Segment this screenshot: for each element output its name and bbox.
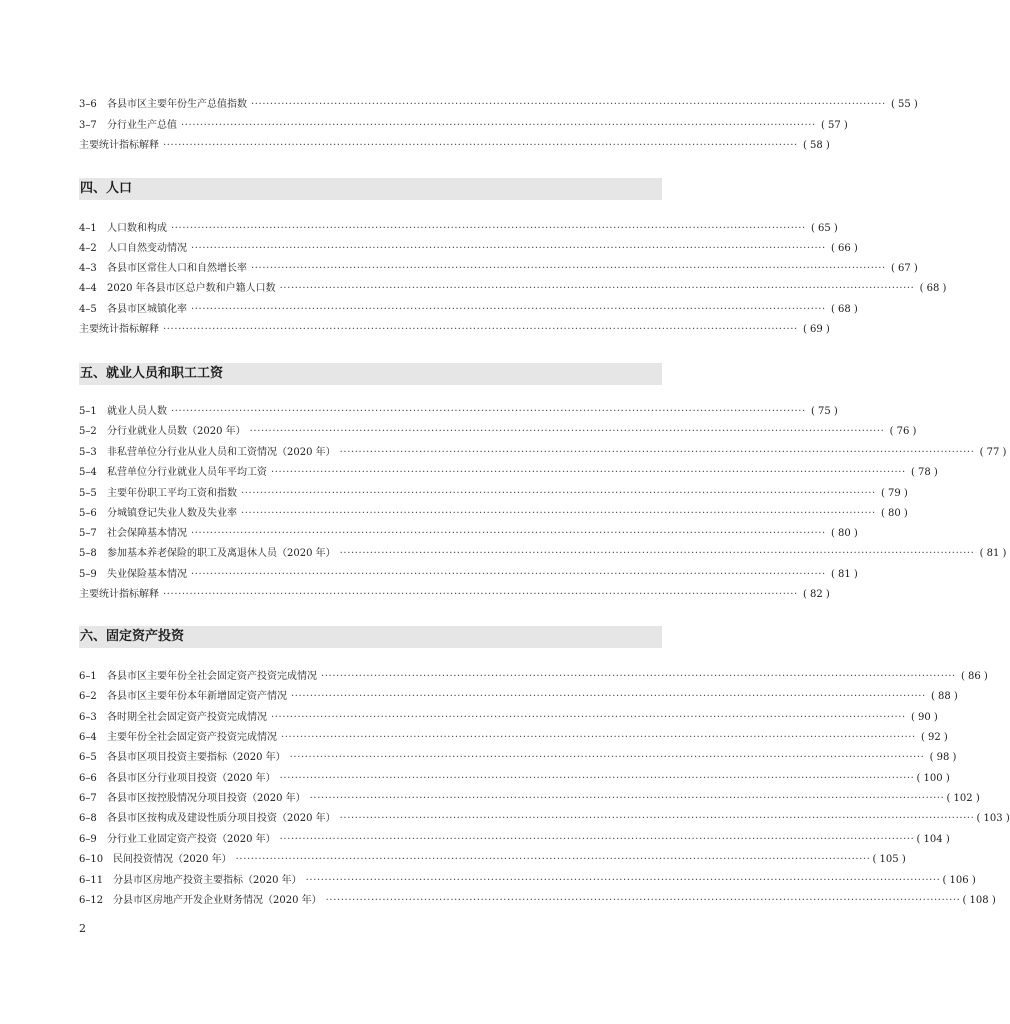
entry-title: 2020 年各县市区总户数和户籍人口数 <box>107 283 276 294</box>
leader-dots: ········································································································································································ <box>171 223 806 234</box>
toc-entry[interactable] <box>79 97 918 113</box>
entry-title: 各县市区主要年份生产总值指数 <box>107 99 247 110</box>
entry-title: 民间投资情况（2020 年） <box>113 854 232 865</box>
entry-page: ( 66 ) <box>830 243 858 254</box>
leader-dots: ········································································································································································ <box>279 773 915 784</box>
entry-number: 5–1 <box>79 406 97 417</box>
toc-entry[interactable] <box>79 404 838 420</box>
toc-entry[interactable] <box>79 852 906 868</box>
entry-title: 主要统计指标解释 <box>79 589 159 600</box>
toc-entry[interactable] <box>79 811 1010 827</box>
entry-page: ( 82 ) <box>802 589 830 600</box>
entry-number: 6–6 <box>79 773 97 784</box>
entry-number: 5–9 <box>79 569 97 580</box>
entry-title: 分县市区房地产投资主要指标（2020 年） <box>113 875 302 886</box>
entry-page: ( 67 ) <box>890 263 918 274</box>
entry-page: ( 80 ) <box>830 528 858 539</box>
leader-dots: ········································································································································································ <box>251 263 886 274</box>
leader-dots: ········································································································································································ <box>281 732 916 743</box>
entry-number: 3–7 <box>79 120 97 131</box>
entry-number: 6–5 <box>79 752 97 763</box>
entry-page: ( 57 ) <box>820 120 848 131</box>
leader-dots: ········································································································································································ <box>271 467 906 478</box>
entry-title: 参加基本养老保险的职工及离退休人员（2020 年） <box>107 548 336 559</box>
toc-summary-entry[interactable] <box>79 138 830 154</box>
entry-title: 各县市区按控股情况分项目投资（2020 年） <box>107 793 306 804</box>
entry-number: 4–1 <box>79 223 97 234</box>
toc-entry[interactable] <box>79 118 848 134</box>
entry-number: 6–7 <box>79 793 97 804</box>
entry-number: 6–12 <box>79 895 104 906</box>
leader-dots: ········································································································································································ <box>241 508 876 519</box>
entry-page: ( 58 ) <box>802 140 830 151</box>
toc-entry[interactable] <box>79 445 1007 461</box>
entry-page: ( 105 ) <box>872 854 906 865</box>
toc-entry[interactable] <box>79 465 938 481</box>
entry-title: 各县市区城镇化率 <box>107 304 187 315</box>
entry-title: 主要年份职工平均工资和指数 <box>107 488 237 499</box>
entry-number: 5–8 <box>79 548 97 559</box>
toc-entry[interactable] <box>79 710 938 726</box>
entry-number: 6–9 <box>79 834 97 845</box>
leader-dots: ········································································································································································ <box>251 99 886 110</box>
entry-page: ( 65 ) <box>810 223 838 234</box>
toc-entry[interactable] <box>79 241 858 257</box>
toc-entry[interactable] <box>79 546 1007 562</box>
toc-summary-entry[interactable] <box>79 587 830 603</box>
entry-title: 主要统计指标解释 <box>79 140 159 151</box>
toc-entry[interactable] <box>79 750 957 766</box>
entry-number: 5–6 <box>79 508 97 519</box>
toc-entry[interactable] <box>79 506 908 522</box>
entry-title: 各县市区项目投资主要指标（2020 年） <box>107 752 286 763</box>
entry-title: 就业人员人数 <box>107 406 167 417</box>
entry-page: ( 88 ) <box>930 691 958 702</box>
page-number: 2 <box>79 922 86 935</box>
entry-page: ( 86 ) <box>960 671 988 682</box>
entry-number: 6–10 <box>79 854 104 865</box>
leader-dots: ········································································································································································ <box>305 875 941 886</box>
toc-entry[interactable] <box>79 221 838 237</box>
leader-dots: ········································································································································································ <box>279 834 915 845</box>
toc-entry[interactable] <box>79 526 858 542</box>
entry-number: 6–1 <box>79 671 97 682</box>
entry-title: 主要年份全社会固定资产投资完成情况 <box>107 732 277 743</box>
toc-summary-entry[interactable] <box>79 322 830 338</box>
leader-dots: ········································································································································································ <box>249 426 885 437</box>
entry-number: 5–2 <box>79 426 97 437</box>
leader-dots: ········································································································································································ <box>191 528 826 539</box>
section-heading: 四、人口 <box>79 178 662 200</box>
toc-entry[interactable] <box>79 424 917 440</box>
entry-title: 各县市区主要年份本年新增固定资产情况 <box>107 691 287 702</box>
entry-number: 5–3 <box>79 447 97 458</box>
entry-page: ( 90 ) <box>910 712 938 723</box>
leader-dots: ········································································································································································ <box>191 243 826 254</box>
leader-dots: ········································································································································································ <box>321 671 956 682</box>
entry-page: ( 98 ) <box>929 752 957 763</box>
toc-entry[interactable] <box>79 689 958 705</box>
entry-number: 4–4 <box>79 283 97 294</box>
leader-dots: ········································································································································································ <box>163 589 798 600</box>
entry-title: 分行业生产总值 <box>107 120 177 131</box>
entry-number: 6–4 <box>79 732 97 743</box>
entry-title: 人口自然变动情况 <box>107 243 187 254</box>
entry-page: ( 55 ) <box>890 99 918 110</box>
entry-page: ( 78 ) <box>910 467 938 478</box>
entry-title: 非私营单位分行业从业人员和工资情况（2020 年） <box>107 447 336 458</box>
toc-entry[interactable] <box>79 281 947 297</box>
leader-dots: ········································································································································································ <box>339 447 975 458</box>
entry-page: ( 75 ) <box>810 406 838 417</box>
toc-entry[interactable] <box>79 771 950 787</box>
leader-dots: ········································································································································································ <box>279 283 915 294</box>
entry-title: 各县市区主要年份全社会固定资产投资完成情况 <box>107 671 317 682</box>
entry-page: ( 69 ) <box>802 324 830 335</box>
entry-page: ( 100 ) <box>916 773 950 784</box>
leader-dots: ········································································································································································ <box>339 813 975 824</box>
entry-page: ( 103 ) <box>976 813 1010 824</box>
entry-number: 4–2 <box>79 243 97 254</box>
toc-entry[interactable] <box>79 486 908 502</box>
entry-page: ( 104 ) <box>916 834 950 845</box>
toc-entry[interactable] <box>79 567 858 583</box>
entry-number: 6–8 <box>79 813 97 824</box>
entry-number: 4–3 <box>79 263 97 274</box>
entry-title: 分行业工业固定资产投资（2020 年） <box>107 834 276 845</box>
toc-entry[interactable] <box>79 832 950 848</box>
entry-title: 各县市区常住人口和自然增长率 <box>107 263 247 274</box>
entry-title: 分行业就业人员数（2020 年） <box>107 426 246 437</box>
leader-dots: ········································································································································································ <box>163 324 798 335</box>
entry-title: 各时期全社会固定资产投资完成情况 <box>107 712 267 723</box>
entry-title: 各县市区按构成及建设性质分项目投资（2020 年） <box>107 813 336 824</box>
entry-number: 3–6 <box>79 99 97 110</box>
leader-dots: ········································································································································································ <box>309 793 945 804</box>
leader-dots: ········································································································································································ <box>241 488 876 499</box>
section-heading: 六、固定资产投资 <box>79 626 662 648</box>
toc-entry[interactable] <box>79 893 996 909</box>
leader-dots: ········································································································································································ <box>191 569 826 580</box>
entry-page: ( 80 ) <box>880 508 908 519</box>
entry-number: 6–3 <box>79 712 97 723</box>
entry-page: ( 76 ) <box>889 426 917 437</box>
entry-page: ( 79 ) <box>880 488 908 499</box>
toc-entry[interactable] <box>79 791 980 807</box>
entry-title: 分城镇登记失业人数及失业率 <box>107 508 237 519</box>
leader-dots: ········································································································································································ <box>181 120 816 131</box>
entry-page: ( 102 ) <box>946 793 980 804</box>
entry-page: ( 68 ) <box>830 304 858 315</box>
entry-number: 6–2 <box>79 691 97 702</box>
entry-number: 4–5 <box>79 304 97 315</box>
leader-dots: ········································································································································································ <box>235 854 871 865</box>
leader-dots: ········································································································································································ <box>339 548 975 559</box>
entry-page: ( 81 ) <box>830 569 858 580</box>
leader-dots: ········································································································································································ <box>271 712 906 723</box>
leader-dots: ········································································································································································ <box>291 691 926 702</box>
entry-number: 5–5 <box>79 488 97 499</box>
toc-entry[interactable] <box>79 302 858 318</box>
entry-number: 6–11 <box>79 875 104 886</box>
entry-title: 私营单位分行业就业人员年平均工资 <box>107 467 267 478</box>
toc-entry[interactable] <box>79 669 988 685</box>
entry-page: ( 77 ) <box>979 447 1007 458</box>
leader-dots: ········································································································································································ <box>191 304 826 315</box>
entry-page: ( 92 ) <box>920 732 948 743</box>
leader-dots: ········································································································································································ <box>163 140 798 151</box>
toc-entry[interactable] <box>79 261 918 277</box>
entry-title: 主要统计指标解释 <box>79 324 159 335</box>
toc-entry[interactable] <box>79 873 976 889</box>
entry-number: 5–7 <box>79 528 97 539</box>
toc-entry[interactable] <box>79 730 948 746</box>
entry-number: 5–4 <box>79 467 97 478</box>
entry-page: ( 106 ) <box>942 875 976 886</box>
entry-page: ( 68 ) <box>919 283 947 294</box>
entry-title: 社会保障基本情况 <box>107 528 187 539</box>
entry-title: 人口数和构成 <box>107 223 167 234</box>
section-heading: 五、就业人员和职工工资 <box>79 363 662 385</box>
entry-page: ( 81 ) <box>979 548 1007 559</box>
leader-dots: ········································································································································································ <box>289 752 925 763</box>
entry-page: ( 108 ) <box>962 895 996 906</box>
entry-title: 各县市区分行业项目投资（2020 年） <box>107 773 276 784</box>
entry-title: 分县市区房地产开发企业财务情况（2020 年） <box>113 895 322 906</box>
leader-dots: ········································································································································································ <box>325 895 961 906</box>
leader-dots: ········································································································································································ <box>171 406 806 417</box>
entry-title: 失业保险基本情况 <box>107 569 187 580</box>
